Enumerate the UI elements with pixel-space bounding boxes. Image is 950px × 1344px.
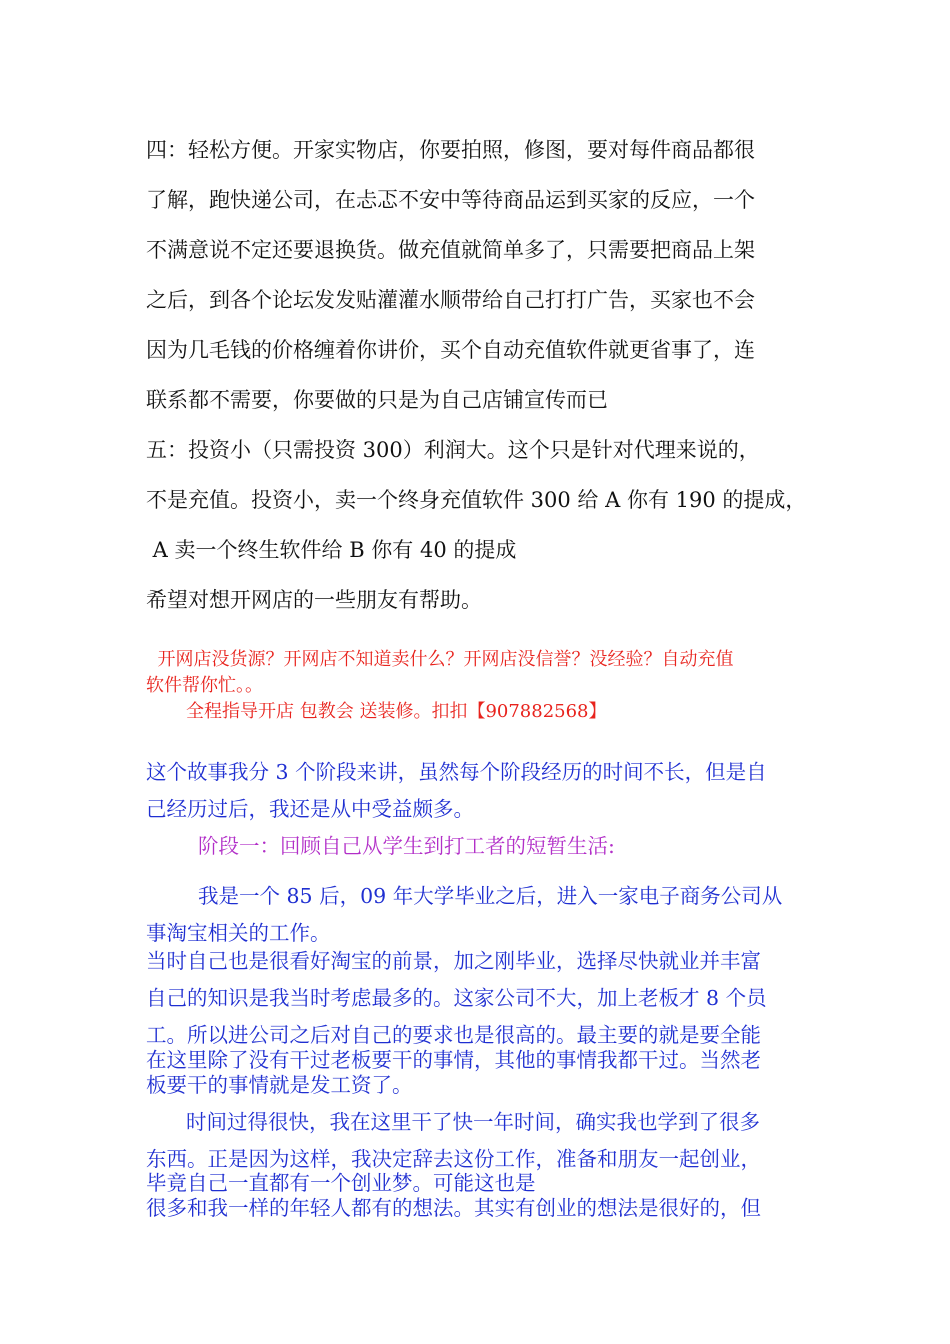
story-body-line-1: 我是一个 85 后，09 年大学毕业之后，进入一家电子商务公司从: [198, 884, 783, 908]
section-four-line-1: 四：轻松方便。开家实物店，你要拍照，修图，要对每件商品都很: [146, 138, 755, 162]
story-body-line-5: 工。所以进公司之后对自己的要求也是很高的。最主要的就是要全能: [146, 1023, 761, 1047]
section-four-line-3: 不满意说不定还要退换货。做充值就简单多了，只需要把商品上架: [146, 238, 755, 262]
story-body-line-8: 时间过得很快，我在这里干了快一年时间，确实我也学到了很多: [186, 1110, 760, 1134]
story-body-line-10: 毕竟自己一直都有一个创业梦。可能这也是: [146, 1171, 536, 1195]
story-body-line-6: 在这里除了没有干过老板要干的事情，其他的事情我都干过。当然老: [146, 1048, 761, 1072]
ad-line-3-contact: 全程指导开店 包教会 送装修。扣扣【907882568】: [186, 701, 607, 722]
section-five-line-2: 不是充值。投资小，卖一个终身充值软件 300 给 A 你有 190 的提成，: [146, 488, 807, 512]
story-body-line-7: 板要干的事情就是发工资了。: [146, 1073, 413, 1097]
ad-line-1: 开网店没货源？开网店不知道卖什么？开网店没信誉？没经验？自动充值: [146, 649, 734, 670]
section-four-line-4: 之后，到各个论坛发发贴灌灌水顺带给自己打打广告，买家也不会: [146, 288, 755, 312]
section-four-line-2: 了解，跑快递公司，在忐忑不安中等待商品运到买家的反应，一个: [146, 188, 755, 212]
stage-one-heading: 阶段一：回顾自己从学生到打工者的短暂生活:: [198, 834, 615, 858]
story-intro-line-2: 己经历过后，我还是从中受益颇多。: [146, 797, 474, 821]
story-body-line-2: 事淘宝相关的工作。: [146, 921, 331, 945]
story-body-line-9: 东西。正是因为这样，我决定辞去这份工作，准备和朋友一起创业，: [146, 1147, 761, 1171]
story-body-line-4: 自己的知识是我当时考虑最多的。这家公司不大，加上老板才 8 个员: [146, 986, 767, 1010]
section-five-line-3: A 卖一个终生软件给 B 你有 40 的提成: [146, 538, 517, 562]
story-body-line-11: 很多和我一样的年轻人都有的想法。其实有创业的想法是很好的，但: [146, 1196, 761, 1220]
section-four-line-6: 联系都不需要，你要做的只是为自己店铺宣传而已: [146, 388, 608, 412]
story-body-line-3: 当时自己也是很看好淘宝的前景，加之刚毕业，选择尽快就业并丰富: [146, 949, 761, 973]
section-four-line-5: 因为几毛钱的价格缠着你讲价，买个自动充值软件就更省事了，连: [146, 338, 755, 362]
ad-line-2: 软件帮你忙。。: [146, 675, 263, 696]
section-five-line-1: 五：投资小（只需投资 300）利润大。这个只是针对代理来说的，: [146, 438, 760, 462]
closing-line: 希望对想开网店的一些朋友有帮助。: [146, 588, 482, 612]
story-intro-line-1: 这个故事我分 3 个阶段来讲，虽然每个阶段经历的时间不长，但是自: [146, 760, 767, 784]
